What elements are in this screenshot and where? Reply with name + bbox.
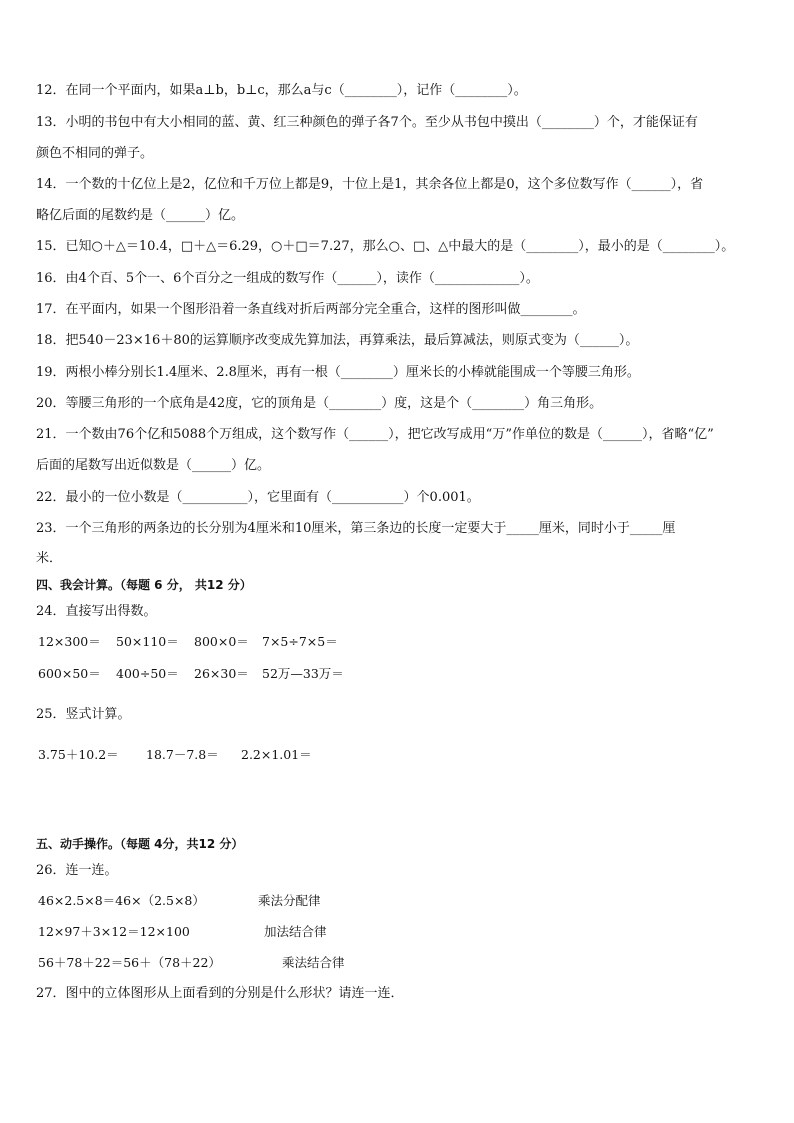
q23-line2: 米． [36, 551, 63, 566]
q22: 22．最小的一位小数是（__________），它里面有（___________）个0.001。 [36, 490, 480, 505]
match-law[interactable]: 乘法结合律 [282, 955, 345, 970]
q12: 12．在同一个平面内，如果a⊥b，b⊥c，那么a与c（________），记作（________）。 [36, 83, 527, 98]
section5-heading: 五、动手操作。（每题 4分，共12 分） [36, 837, 244, 851]
q13-line1: 13．小明的书包中有大小相同的蓝、黄、红三种颜色的弹子各7个。至少从书包中摸出（________）个，才能保证有 [36, 115, 698, 130]
match-law[interactable]: 乘法分配律 [258, 893, 321, 908]
q15: 15．已知○＋△＝10.4，□＋△＝6.29，○＋□＝7.27，那么○、□、△中最大的是（________），最小的是（________）。 [36, 239, 735, 254]
q20: 20．等腰三角形的一个底角是42度，它的顶角是（________）度，这是个（________）角三角形。 [36, 396, 603, 411]
calc-item: 52万—33万＝ [262, 666, 344, 681]
match-expression[interactable]: 12×97＋3×12＝12×100 [38, 924, 190, 939]
match-expression[interactable]: 46×2.5×8＝46×（2.5×8） [38, 893, 205, 908]
q13-line2: 颜色不相同的弹子。 [36, 146, 154, 161]
q25-title: 25．竖式计算。 [36, 707, 131, 722]
calc-item: 7×5÷7×5＝ [262, 634, 338, 649]
calc-item: 50×110＝ [116, 634, 179, 649]
q17: 17．在平面内，如果一个图形沿着一条直线对折后两部分完全重合，这样的图形叫做________。 [36, 302, 586, 317]
q18: 18．把540－23×16＋80的运算顺序改变成先算加法，再算乘法，最后算减法，则原式变为（______）。 [36, 333, 639, 348]
section4-heading: 四、我会计算。（每题 6 分， 共12 分） [36, 578, 252, 592]
q26-title: 26．连一连。 [36, 863, 118, 878]
q19: 19．两根小棒分别长1.4厘米、2.8厘米，再有一根（________）厘米长的小棒就能围成一个等腰三角形。 [36, 365, 640, 380]
calc-item: 12×300＝ [38, 634, 101, 649]
match-law[interactable]: 加法结合律 [264, 924, 327, 939]
q14-line1: 14．一个数的十亿位上是2，亿位和千万位上都是9，十位上是1，其余各位上都是0，这个多位数写作（______），省 [36, 177, 704, 192]
calc-item: 400÷50＝ [116, 666, 179, 681]
q27: 27．图中的立体图形从上面看到的分别是什么形状？请连一连． [36, 986, 404, 1001]
q21-line2: 后面的尾数写出近似数是（______）亿。 [36, 458, 271, 473]
calc-item: 600×50＝ [38, 666, 101, 681]
match-expression[interactable]: 56＋78＋22＝56＋（78＋22） [38, 955, 221, 970]
calc-item: 3.75＋10.2＝ [38, 747, 119, 762]
q24-title: 24．直接写出得数。 [36, 604, 157, 619]
calc-item: 26×30＝ [194, 666, 249, 681]
calc-item: 18.7－7.8＝ [146, 747, 219, 762]
q21-line1: 21．一个数由76个亿和5088个万组成，这个数写作（______），把它改写成用“万”作单位的数是（______），省略“亿” [36, 427, 714, 442]
calc-item: 800×0＝ [194, 634, 249, 649]
q23-line1: 23．一个三角形的两条边的长分别为4厘米和10厘米，第三条边的长度一定要大于_____厘米，同时小于_____厘 [36, 521, 676, 536]
q14-line2: 略亿后面的尾数约是（______）亿。 [36, 208, 245, 223]
q16: 16．由4个百、5个一、6个百分之一组成的数写作（______），读作（_____________）。 [36, 271, 539, 286]
calc-item: 2.2×1.01＝ [241, 747, 312, 762]
